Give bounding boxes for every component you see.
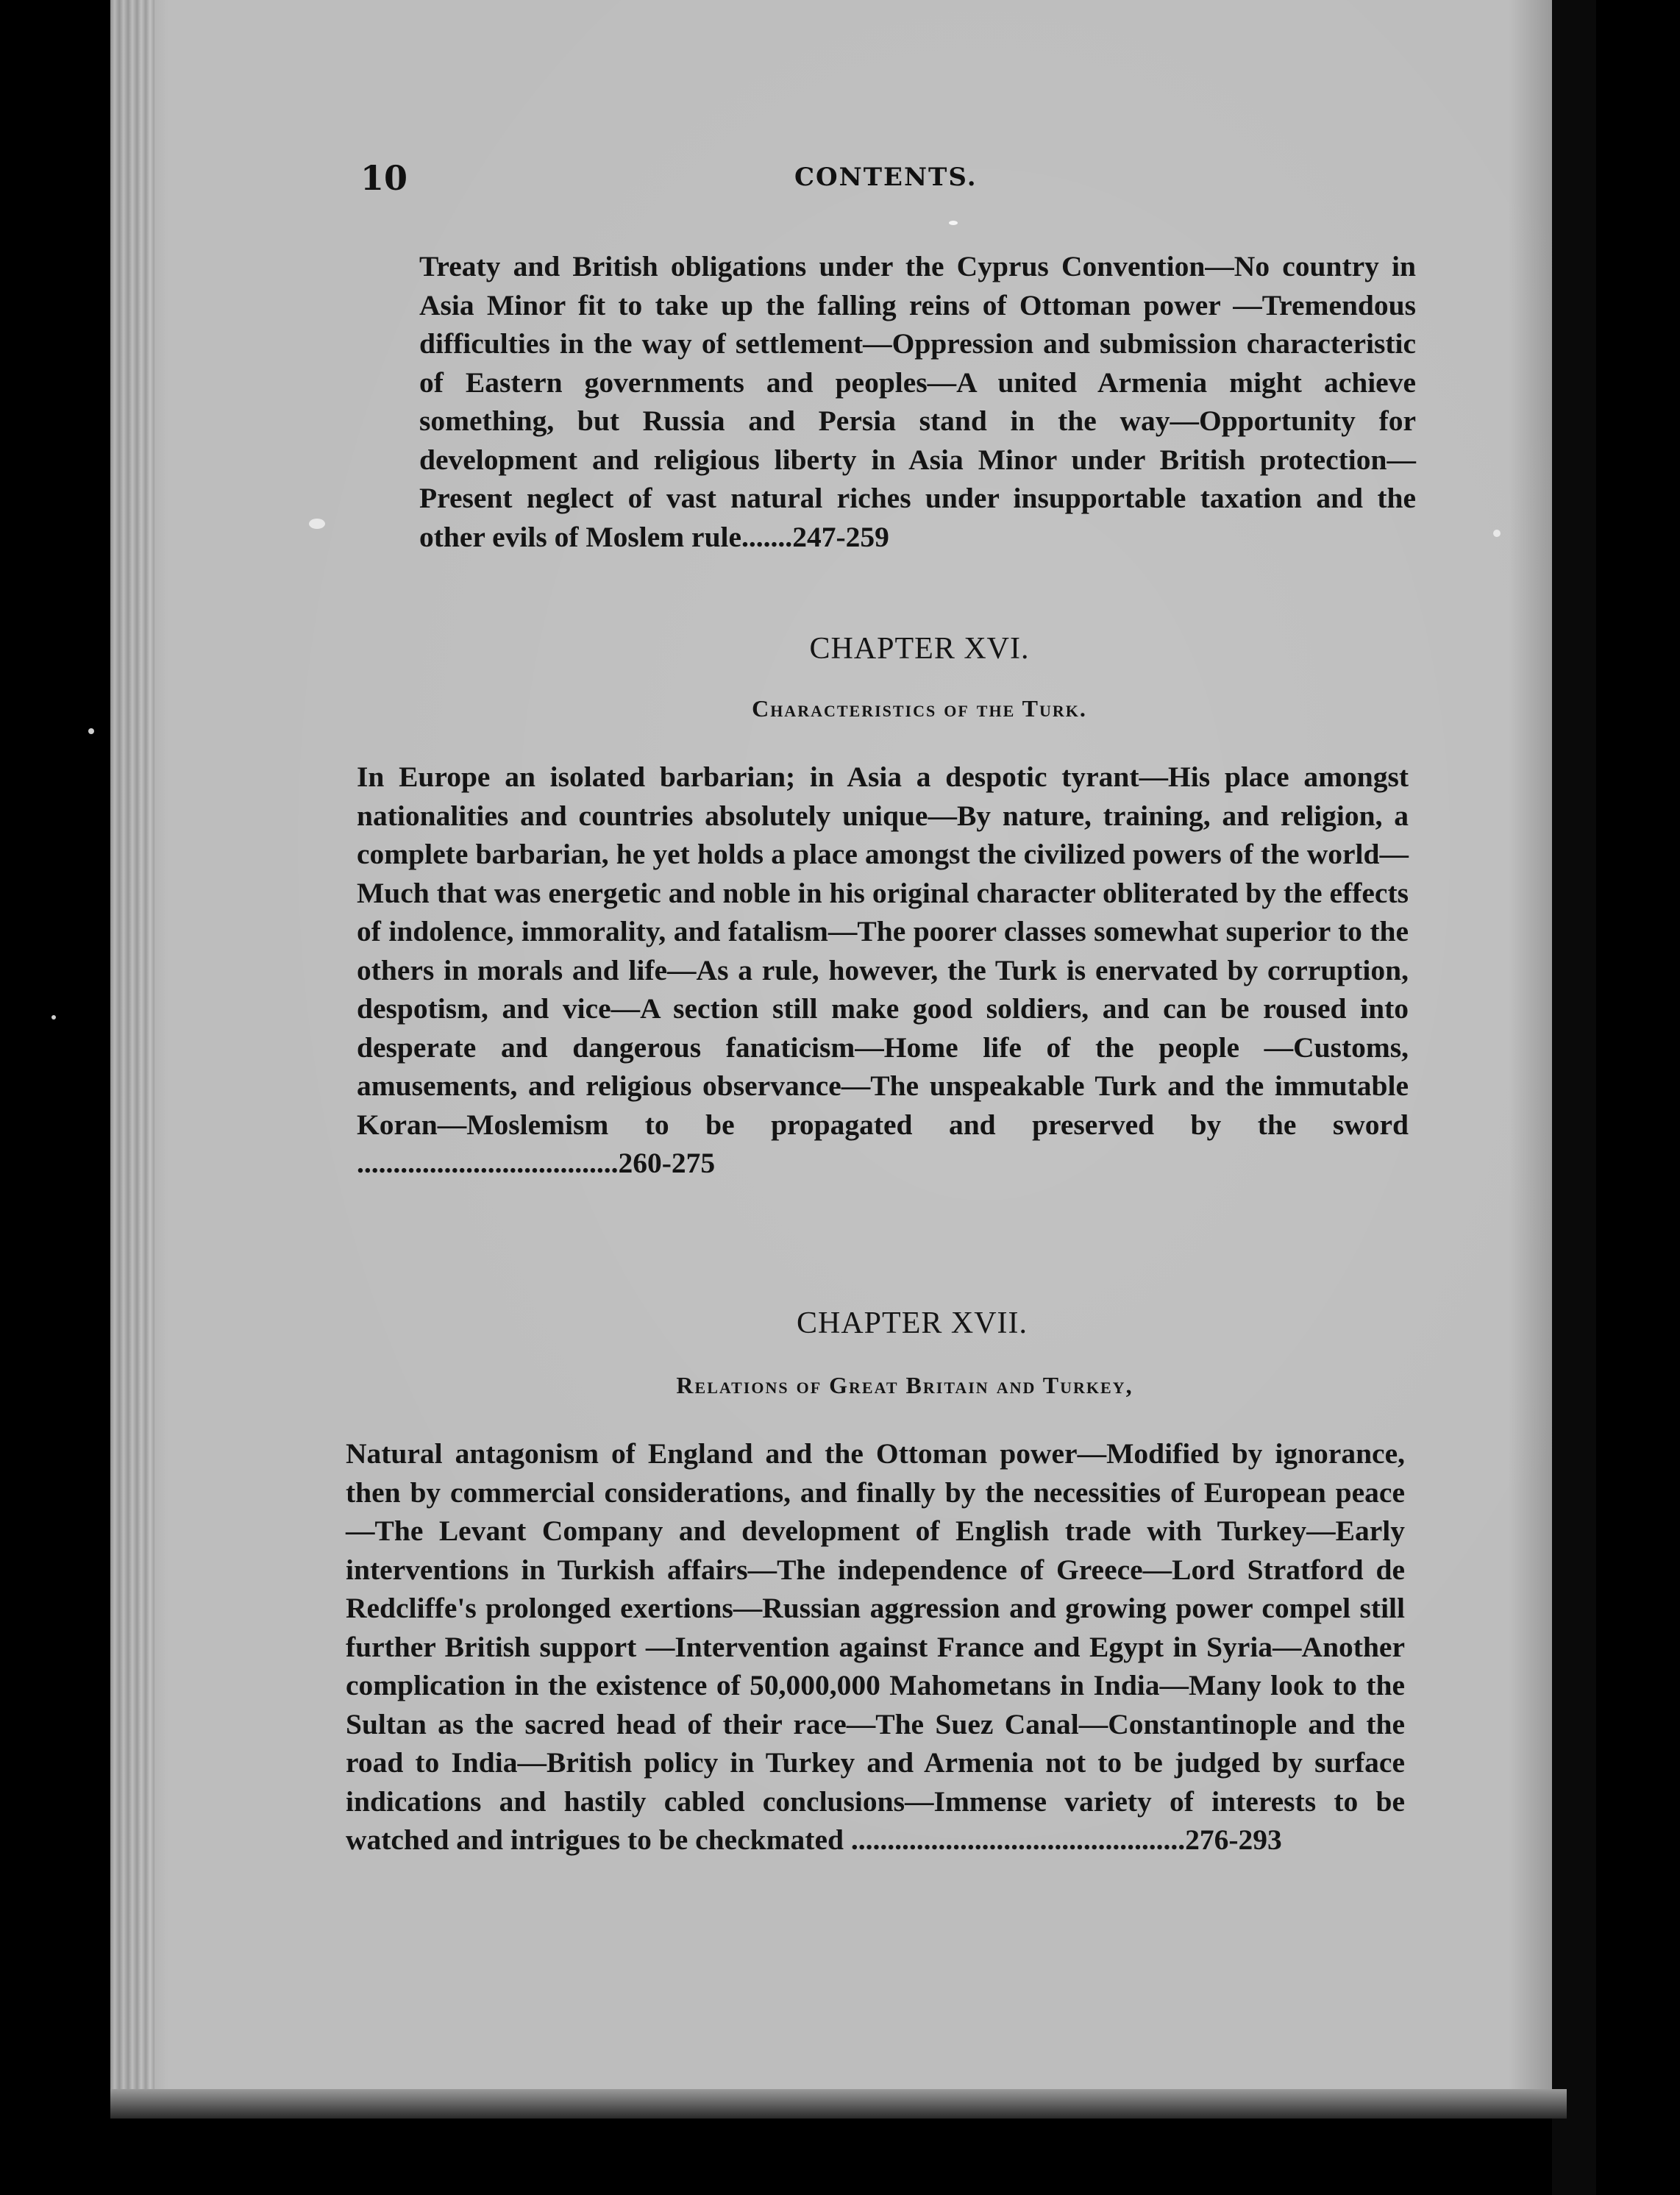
chapter-17-summary — [346, 1434, 1405, 1860]
chapter-17-pages: 276-293 — [1185, 1824, 1282, 1856]
scan-speck — [1493, 530, 1501, 537]
chapter-15-summary-text: Treaty and British obligations under the Cyprus Convention—No country in Asia Minor fit to take up the falling reins of Ottoman power —Tremendous difficulties in the way of settlement—Oppression and submission characteristic of Eastern governments and peoples—A united Armenia might achieve something, but Russia and Persia stand in the way—Opportunity for development and religious liberty in Asia Minor under British protection—Present neglect of vast natural riches under insupportable taxation and the other evils of Moslem rule....... — [419, 250, 1416, 553]
page-number: 10 — [360, 158, 408, 198]
chapter-17-summary-text: Natural antagonism of England and the Ottoman power—Modified by ignorance, then by commercial considerations, and finally by the necessities of European peace—The Levant Company and development of English trade with Turkey—Early interventions in Turkish affairs—The independence of Greece—Lord Stratford de Redcliffe's prolonged exertions—Russian aggression and growing power compel still further British support —Intervention against France and Egypt in Syria—Another complication in the existence of 50,000,000 Mahometans in India—Many look to the Sultan as the sacred head of their race—The Suez Canal—Constantinople and the road to India—British policy in Turkey and Armenia not to be judged by surface indications and hastily cabled conclusions—Immense variety of interests to be watched and intrigues to be checkmated .............................................. — [346, 1437, 1405, 1856]
running-title: CONTENTS. — [794, 163, 978, 192]
chapter-17-subtitle: Relations of Great Britain and Turkey, — [676, 1372, 1133, 1398]
running-head — [360, 158, 1464, 202]
chapter-17-heading: CHAPTER XVII. — [797, 1306, 1028, 1340]
gutter-shadow — [1552, 0, 1596, 2195]
chapter-16-heading: CHAPTER XVI. — [809, 632, 1030, 666]
scan-speck — [309, 519, 325, 529]
chapter-16-pages: 260-275 — [618, 1147, 716, 1179]
scan-speck — [51, 1015, 56, 1020]
chapter-16-summary-text: In Europe an isolated barbarian; in Asia a despotic tyrant—His place amongst nationalities and countries absolutely unique—By nature, training, and religion, a complete barbarian, he yet holds a place amongst the civilized powers of the world—Much that was energetic and noble in his original character obliterated by the effects of indolence, immorality, and fatalism—The poorer classes somewhat superior to the others in morals and life—As a rule, however, the Turk is enervated by corruption, despotism, and vice—A section still make good soldiers, and can be roused into desperate and dangerous fanaticism—Home life of the people —Customs, amusements, and religious observance—The unspeakable Turk and the immutable Koran—Moslemism to be propagated and preserved by the sword .................................... — [357, 761, 1409, 1179]
scan-speck — [949, 221, 958, 225]
chapter-16-summary — [357, 758, 1409, 1183]
chapter-15-summary — [419, 247, 1416, 556]
chapter-15-pages: 247-259 — [792, 520, 889, 553]
scan-speck — [88, 728, 94, 734]
chapter-16-subtitle: Characteristics of the Turk. — [752, 695, 1087, 722]
page-bottom-edge — [110, 2089, 1567, 2118]
page-stack-edge — [110, 0, 154, 2111]
